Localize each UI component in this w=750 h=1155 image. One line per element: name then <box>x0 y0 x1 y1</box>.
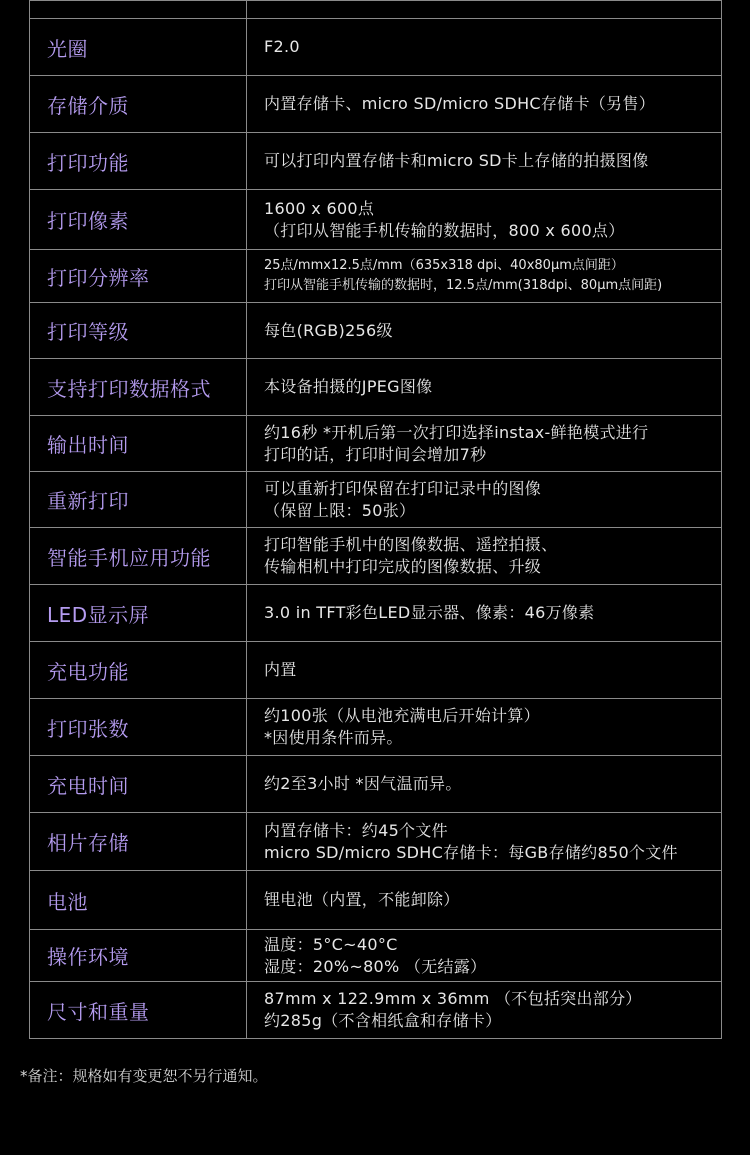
spec-label: 输出时间 <box>30 416 247 472</box>
spec-label: 尺寸和重量 <box>30 982 247 1039</box>
table-row <box>30 190 722 250</box>
spec-value-line: 25点/mmx12.5点/mm（635x318 dpi、40x80μm点间距） <box>264 258 624 273</box>
spec-value-line: 本设备拍摄的JPEG图像 <box>264 377 433 396</box>
spec-value-line: 约2至3小时 *因气温而异。 <box>264 774 462 793</box>
spec-value-line: （保留上限：50张） <box>264 500 416 520</box>
table-row <box>30 19 722 76</box>
spec-value <box>247 133 722 190</box>
table-row <box>30 303 722 359</box>
spec-value <box>247 416 722 472</box>
spec-value <box>247 19 722 76</box>
spec-value-line: 传输相机中打印完成的图像数据、升级 <box>264 557 542 576</box>
table-row <box>30 813 722 871</box>
spec-value <box>247 756 722 813</box>
table-row <box>30 699 722 756</box>
spec-value-line: 温度：5°C~40°C <box>264 934 398 954</box>
spec-value-line: 内置存储卡：约45个文件 <box>264 820 448 840</box>
spec-value-line: 内置存储卡、micro SD/micro SDHC存储卡（另售） <box>264 94 656 113</box>
spec-label: 充电时间 <box>30 756 247 813</box>
spec-value <box>247 813 722 871</box>
table-row <box>30 930 722 982</box>
spec-value <box>247 1 722 19</box>
spec-value-line: 1600 x 600点 <box>264 198 375 218</box>
spec-value-line: micro SD/micro SDHC存储卡：每GB存储约850个文件 <box>264 842 678 862</box>
spec-value-line: 打印智能手机中的图像数据、遥控拍摄、 <box>264 535 558 554</box>
table-row <box>30 416 722 472</box>
spec-label: 支持打印数据格式 <box>30 359 247 416</box>
spec-label: LED显示屏 <box>30 585 247 642</box>
spec-value-line: 约16秒 *开机后第一次打印选择instax-鲜艳模式进行 <box>264 422 649 442</box>
table-row <box>30 250 722 303</box>
spec-value <box>247 250 722 303</box>
spec-value-line: 打印的话，打印时间会增加7秒 <box>264 444 487 464</box>
spec-value <box>247 303 722 359</box>
spec-value-line: 湿度：20%~80% （无结露） <box>264 956 487 976</box>
spec-value-line: 锂电池（内置，不能卸除） <box>264 890 460 909</box>
table-row <box>30 76 722 133</box>
spec-value <box>247 190 722 250</box>
table-row <box>30 528 722 585</box>
spec-value <box>247 871 722 930</box>
table-row <box>30 472 722 528</box>
spec-value <box>247 76 722 133</box>
spec-value-line: （打印从智能手机传输的数据时，800 x 600点） <box>264 220 625 240</box>
spec-label: 操作环境 <box>30 930 247 982</box>
spec-label: 打印分辨率 <box>30 250 247 303</box>
spec-label: 相片存储 <box>30 813 247 871</box>
spec-value-line: 可以打印内置存储卡和micro SD卡上存储的拍摄图像 <box>264 151 649 170</box>
spec-value-line: 内置 <box>264 660 297 679</box>
footnote: *备注：规格如有变更恕不另行通知。 <box>20 1067 268 1085</box>
spec-value-line: 87mm x 122.9mm x 36mm （不包括突出部分） <box>264 989 642 1008</box>
spec-label: 光圈 <box>30 19 247 76</box>
spec-table <box>29 0 722 1039</box>
spec-value-line: 约285g（不含相纸盒和存储卡） <box>264 1011 502 1030</box>
spec-value <box>247 585 722 642</box>
table-row <box>30 642 722 699</box>
spec-label: 打印像素 <box>30 190 247 250</box>
spec-label: 打印等级 <box>30 303 247 359</box>
spec-label: 电池 <box>30 871 247 930</box>
table-row <box>30 982 722 1039</box>
spec-value-line: 可以重新打印保留在打印记录中的图像 <box>264 478 542 498</box>
spec-value <box>247 528 722 585</box>
spec-label: 存储介质 <box>30 76 247 133</box>
spec-label: 充电功能 <box>30 642 247 699</box>
table-row <box>30 359 722 416</box>
spec-value <box>247 699 722 756</box>
spec-value-line: 每色(RGB)256级 <box>264 320 393 340</box>
table-row <box>30 585 722 642</box>
spec-value <box>247 359 722 416</box>
spec-label <box>30 1 247 19</box>
spec-value-line: 约100张（从电池充满电后开始计算） <box>264 706 540 725</box>
table-row <box>30 871 722 930</box>
spec-label: 打印张数 <box>30 699 247 756</box>
spec-value-line: 3.0 in TFT彩色LED显示器、像素：46万像素 <box>264 603 595 622</box>
spec-label: 智能手机应用功能 <box>30 528 247 585</box>
spec-label: 打印功能 <box>30 133 247 190</box>
table-row <box>30 133 722 190</box>
spec-value-line: *因使用条件而异。 <box>264 728 403 747</box>
spec-value <box>247 472 722 528</box>
spec-value-line: 打印从智能手机传输的数据时，12.5点/mm(318dpi、80μm点间距) <box>264 278 663 293</box>
table-row <box>30 756 722 813</box>
table-row <box>30 1 722 19</box>
spec-value <box>247 930 722 982</box>
spec-label: 重新打印 <box>30 472 247 528</box>
spec-value <box>247 642 722 699</box>
spec-value-line: F2.0 <box>264 37 300 56</box>
spec-value <box>247 982 722 1039</box>
